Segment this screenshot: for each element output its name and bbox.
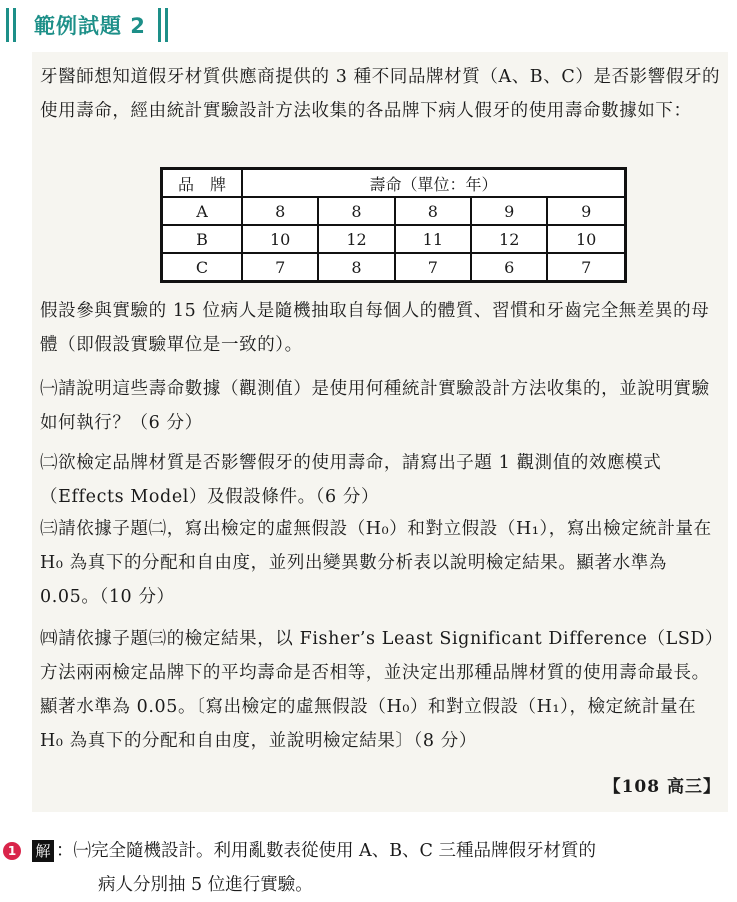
- exam-source: 【108 高三】: [603, 777, 721, 797]
- value-cell: 8: [395, 197, 471, 225]
- accent-bar: [6, 8, 9, 42]
- value-cell: 6: [471, 253, 547, 282]
- value-cell: 7: [547, 253, 625, 282]
- question-4: [40, 622, 724, 758]
- accent-bar: [165, 8, 168, 42]
- question-text: 請依據子題㈢的檢定結果，以 Fisher’s Least Significant Difference（LSD）方法兩兩檢定品牌下的平均壽命是否相等，並決定出那種品牌材質的使用壽命最長。顯著水準為 0.05。〔寫出檢定的虛無假設（H₀）和對立假設（H₁），檢定統計量在 H₀ 為真下的分配和自由度，並說明檢定結果〕（8 分）: [40, 629, 724, 751]
- table-header-row: [162, 169, 626, 198]
- lifetime-table: [160, 167, 627, 283]
- value-cell: 8: [242, 197, 318, 225]
- value-cell: 7: [242, 253, 318, 282]
- table-row: [162, 225, 626, 253]
- problem-assumption: 假設參與實驗的 15 位病人是隨機抽取自每個人的體質、習慣和牙齒完全無差異的母體（即假設實驗單位是一致的）。: [40, 301, 710, 355]
- value-cell: 12: [318, 225, 394, 253]
- problem-intro: 牙醫師想知道假牙材質供應商提供的 3 種不同品牌材質（A、B、C）是否影響假牙的使用壽命，經由統計實驗設計方法收集的各品牌下病人假牙的使用壽命數據如下：: [40, 67, 721, 121]
- question-text: 請依據子題㈡，寫出檢定的虛無假設（H₀）和對立假設（H₁），寫出檢定統計量在 H₀ 為真下的分配和自由度，並列出變異數分析表以說明檢定結果。顯著水準為 0.05。（10 分）: [40, 519, 712, 607]
- brand-header: 品 牌: [162, 169, 243, 198]
- answer-text-line-2: 病人分別抽 5 位進行實驗。: [98, 875, 313, 895]
- value-cell: 7: [395, 253, 471, 282]
- value-cell: 10: [547, 225, 625, 253]
- life-header: 壽命（單位：年）: [242, 169, 626, 198]
- question-text: 欲檢定品牌材質是否影響假牙的使用壽命，請寫出子題 1 觀測值的效應模式（Effects Model）及假設條件。（6 分）: [40, 453, 662, 507]
- section-title: 範例試題 2: [34, 14, 146, 38]
- answer-text-line-1: ：㈠完全隨機設計。利用亂數表從使用 A、B、C 三種品牌假牙材質的: [56, 841, 597, 861]
- question-2: [40, 446, 724, 514]
- section-header: [6, 6, 172, 44]
- header-left-bars: [6, 8, 20, 42]
- value-cell: 11: [395, 225, 471, 253]
- header-right-bars: [158, 8, 172, 42]
- question-1: [40, 372, 724, 440]
- question-text: 請說明這些壽命數據（觀測值）是使用何種統計實驗設計方法收集的，並說明實驗如何執行？（6 分）: [40, 379, 710, 433]
- value-cell: 9: [547, 197, 625, 225]
- accent-bar: [13, 8, 16, 42]
- brand-cell: C: [162, 253, 243, 282]
- question-number: ㈣: [40, 629, 59, 649]
- question-3: [40, 512, 724, 614]
- question-number: ㈠: [40, 379, 59, 399]
- value-cell: 10: [242, 225, 318, 253]
- solution-label: 解: [32, 840, 54, 862]
- value-cell: 8: [318, 253, 394, 282]
- table-row: [162, 197, 626, 225]
- value-cell: 12: [471, 225, 547, 253]
- accent-bar: [158, 8, 161, 42]
- value-cell: 8: [318, 197, 394, 225]
- brand-cell: B: [162, 225, 243, 253]
- table-row: [162, 253, 626, 282]
- answer-number-badge: 1: [3, 842, 21, 860]
- value-cell: 9: [471, 197, 547, 225]
- brand-cell: A: [162, 197, 243, 225]
- question-number: ㈢: [40, 519, 59, 539]
- question-number: ㈡: [40, 453, 59, 473]
